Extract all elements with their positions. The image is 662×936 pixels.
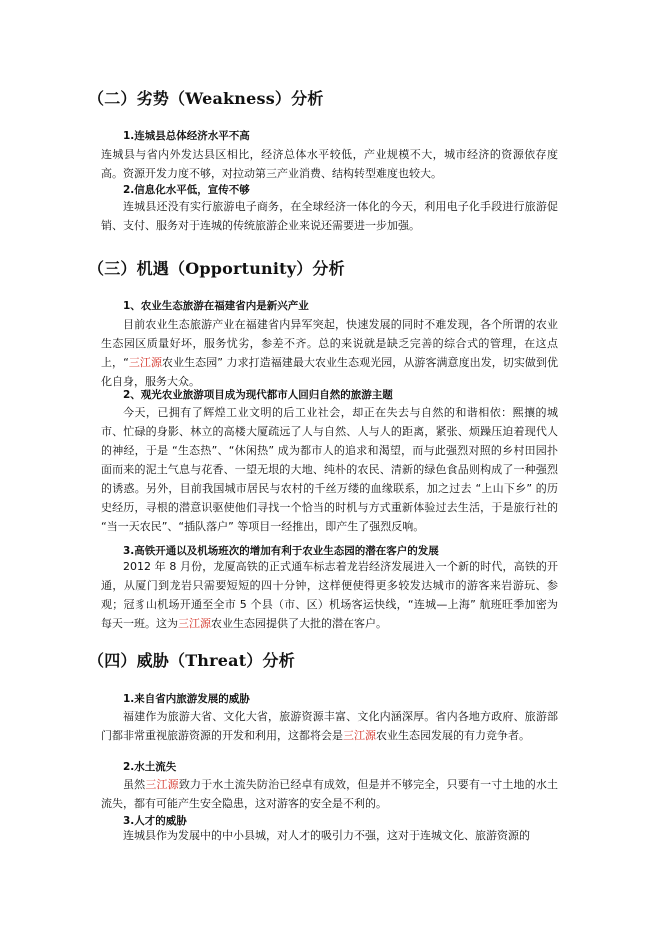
sanjiangyuan-highlight: 三江源: [128, 356, 163, 369]
sanjiangyuan-highlight: 三江源: [343, 729, 376, 742]
weakness-item-2-text: 连城县还没有实行旅游电子商务，在全球经济一体化的今天，利用电子化手段进行旅游促销、支付、服务对于连城的传统旅游企业来说还需要进一步加强。: [101, 200, 558, 232]
threat-item-3-heading: 3.人才的威胁: [123, 815, 187, 827]
threat-item-2-text: [101, 775, 558, 813]
threat-item-2-text-b: 致力于水土流失防治已经卓有成效，但是并不够完全，只要有一寸土地的水土流失，都有可能产生安全隐患，这对游客的安全是不利的。: [101, 778, 559, 810]
sanjiangyuan-highlight: 三江源: [178, 617, 211, 630]
opportunity-section-title: （三）机遇（Opportunity）分析: [88, 259, 345, 278]
threat-item-3-text: 连城县作为发展中的中小县城，对人才的吸引力不强，这对于连城文化、旅游资源的: [123, 829, 530, 842]
threat-item-1-text-b: 农业生态园发展的有力竞争者。: [376, 729, 530, 742]
opportunity-item-3-text: [101, 557, 558, 633]
opportunity-item-1-heading: 1、农业生态旅游在福建省内是新兴产业: [123, 300, 309, 312]
threat-item-2-heading: 2.水土流失: [123, 761, 177, 773]
opportunity-item-1-text-b: 农业生态园” 力求打造福建最大农业生态观光园，从游客满意度出发，切实做到优化自身，服务大众。: [101, 356, 559, 388]
opportunity-item-3-text-a: 2012 年 8 月份，龙厦高铁的正式通车标志着龙岩经济发展进入一个新的时代，高铁的开通，从厦门到龙岩只需要短短的四十分钟，这样便使得更多较发达城市的游客来岩游玩、参观；冠豸山机场开通至全市 5 个县（市、区）机场客运快线，“连城—上海” 航班旺季加密为每天一班。这为: [101, 560, 558, 630]
threat-item-1-text-a: 福建作为旅游大省、文化大省，旅游资源丰富、文化内涵深厚。省内各地方政府、旅游部门都非常重视旅游资源的开发和利用，这都将会是: [101, 710, 558, 742]
sanjiangyuan-highlight: 三江源: [145, 778, 179, 791]
opportunity-item-2-text: 今天，已拥有了辉煌工业文明的后工业社会，却正在失去与自然的和谐相依：熙攘的城市、忙碌的身影、林立的高楼大厦疏远了人与自然、人与人的距离，紧张、烦躁压迫着现代人的神经，于是 “生态热”、“休闲热” 成为都市人的追求和渴望，而与此强烈对照的乡村田园扑面而来的泥土气息与花香、一望无垠的大地、纯朴的农民、清新的绿色食品则构成了一种强烈的诱惑。另外，目前我国城市居民与农村的千丝万缕的血缘联系，加之过去 “上山下乡” 的历史经历，寻根的潜意识驱使他们寻找一个恰当的时机与方式重新体验过去生活，于是旅行社的 “当一天农民”、“插队落户” 等项目一经推出，即产生了强烈反响。: [101, 406, 558, 533]
opportunity-item-3-text-b: 农业生态园提供了大批的潜在客户。: [211, 617, 387, 630]
opportunity-item-1-text-a: 目前农业生态旅游产业在福建省内异军突起，快速发展的同时不难发现，各个所谓的农业生态园区质量好坏，服务忧劣，参差不齐。总的来说就是缺乏完善的综合式的管理，在这点上，“: [101, 318, 558, 369]
opportunity-item-2-heading: 2、观光农业旅游项目成为现代都市人回归自然的旅游主题: [123, 389, 393, 401]
threat-item-2-text-a: 虽然: [123, 778, 146, 791]
threat-item-1-heading: 1.来自省内旅游发展的威胁: [123, 693, 250, 705]
opportunity-item-3-heading: 3.高铁开通以及机场班次的增加有利于农业生态园的潜在客户的发展: [123, 545, 439, 557]
weakness-section-title: （二）劣势（Weakness）分析: [88, 89, 324, 108]
threat-section-title: （四）威胁（Threat）分析: [88, 651, 295, 670]
weakness-item-2-heading: 2.信息化水平低，宣传不够: [123, 184, 250, 196]
weakness-item-1-heading: 1.连城县总体经济水平不高: [123, 130, 250, 142]
weakness-item-1-text: 连城县与省内外发达县区相比，经济总体水平较低，产业规模不大，城市经济的资源依存度高。资源开发力度不够，对拉动第三产业消费、结构转型难度也较大。: [101, 148, 558, 180]
opportunity-item-1-text: [101, 315, 558, 391]
threat-item-1-text: [101, 707, 558, 745]
